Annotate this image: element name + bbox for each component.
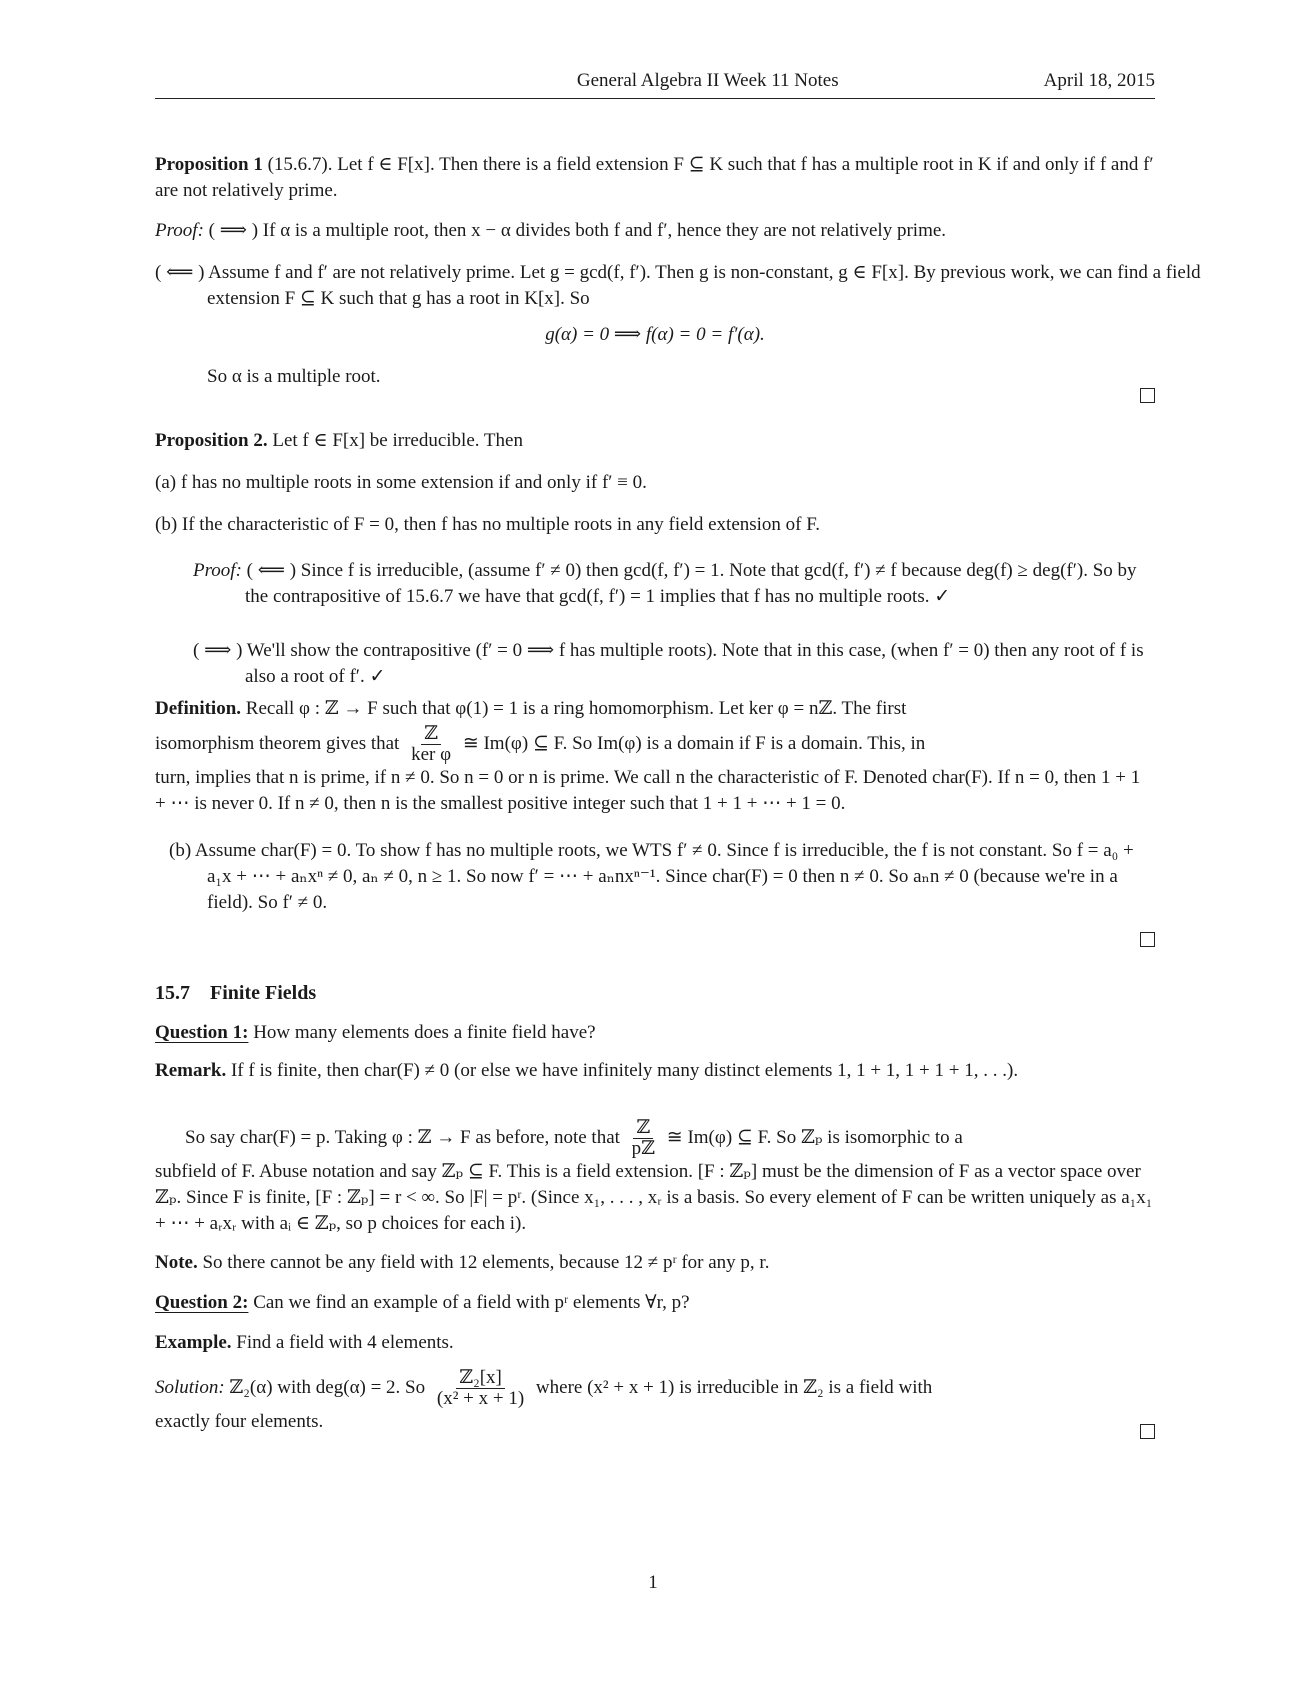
solution-pre: ℤ₂(α) with deg(α) = 2. So — [229, 1376, 426, 1398]
definition-fraction — [408, 724, 454, 765]
solution-fraction — [434, 1368, 527, 1409]
prop1-proof-forward — [155, 218, 1155, 244]
example-label: Example. — [155, 1332, 232, 1353]
prop2-proof-fwd: ( ⟹ ) We'll show the contrapositive (f′ = 0 ⟹ f has multiple roots). Note that in this case, (when f′ = 0) then any root of f is also a root of f′. ✓ — [193, 640, 1144, 687]
qed-box-1 — [1140, 388, 1155, 403]
char-paragraph — [155, 1118, 1155, 1237]
prop2-label: Proposition 2. — [155, 430, 268, 451]
definition — [155, 696, 1155, 817]
prop1-label: Proposition 1 — [155, 154, 263, 175]
section-title: Finite Fields — [210, 982, 317, 1004]
prop1-proof-backward — [155, 260, 1207, 312]
definition-line1: Recall φ : ℤ → F such that φ(1) = 1 is a ring homomorphism. Let ker φ = nℤ. The first — [245, 698, 907, 719]
solution-label: Solution: — [155, 1376, 225, 1398]
example — [155, 1330, 1155, 1356]
prop2-proof-bwd: ( ⟸ ) Since f is irreducible, (assume f′ ≠ 0) then gcd(f, f′) = 1. Note that gcd(f, f′) ≠ f because deg(f) ≥ deg(f′). So by the contrapositive of 15.6.7 we have that gcd(f, f′) = 1 implies that f has no multiple roots. ✓ — [245, 560, 1137, 607]
q2-label: Question 2: — [155, 1292, 249, 1313]
prop2-proof — [155, 558, 1155, 610]
prop1-proof-label: Proof: — [155, 220, 204, 241]
qed-box-3 — [1140, 1424, 1155, 1439]
note-text: So there cannot be any field with 12 elements, because 12 ≠ pʳ for any p, r. — [202, 1252, 770, 1273]
solution-frac-num: ℤ₂[x] — [456, 1368, 505, 1389]
prop1-text: (15.6.7). Let f ∈ F[x]. Then there is a field extension F ⊆ K such that f has a multiple root in K if and only if f and f′ are not relatively prime. — [155, 154, 1154, 201]
prop1-equation — [155, 322, 1155, 348]
prop1-proof-bwd: ( ⟸ ) Assume f and f′ are not relatively prime. Let g = gcd(f, f′). Then g is non-constant, g ∈ F[x]. By previous work, we can find a field extension F ⊆ K such that g has a root in K[x]. So — [155, 262, 1201, 309]
prop1-equation-text: g(α) = 0 ⟹ f(α) = 0 = f′(α). — [545, 324, 765, 345]
prop1-conclusion-text: So α is a multiple root. — [207, 366, 381, 387]
page-number: 1 — [648, 1572, 658, 1593]
header-title: General Algebra II Week 11 Notes — [576, 70, 839, 91]
definition-line2-post: ≅ Im(φ) ⊆ F. So Im(φ) is a domain if F is a domain. This, in — [462, 732, 926, 754]
note-label: Note. — [155, 1252, 198, 1273]
solution-rest: exactly four elements. — [155, 1411, 324, 1432]
section-heading — [155, 980, 1155, 1006]
solution — [155, 1368, 1155, 1435]
remark — [155, 1058, 1155, 1084]
definition-frac-num: ℤ — [421, 724, 441, 745]
part-b-text: (b) Assume char(F) = 0. To show f has no multiple roots, we WTS f′ ≠ 0. Since f is irreducible, the f is not constant. So f = a₀ + a₁x + ⋯ + aₙxⁿ ≠ 0, aₙ ≠ 0, n ≥ 1. So now f′ = ⋯ + aₙnxⁿ⁻¹. Since char(F) = 0 then n ≠ 0. So aₙn ≠ 0 (because we're in a field). So f′ ≠ 0. — [169, 840, 1134, 913]
prop2-item-b-text: (b) If the characteristic of F = 0, then f has no multiple roots in any field extension of F. — [155, 514, 821, 535]
q2-text: Can we find an example of a field with pʳ elements ∀r, p? — [253, 1292, 690, 1313]
qed-box-2 — [1140, 932, 1155, 947]
prop2-item-a-text: (a) f has no multiple roots in some extension if and only if f′ ≡ 0. — [155, 472, 647, 493]
prop2-proof-label: Proof: — [193, 560, 242, 581]
para-rest: subfield of F. Abuse notation and say ℤₚ ⊆ F. This is a field extension. [F : ℤₚ] must be the dimension of F as a vector space over ℤₚ. Since F is finite, [F : ℤₚ] = r < ∞. So |F| = pʳ. (Since x₁, . . . , xᵣ is a basis. So every element of F can be written uniquely as a₁x₁ + ⋯ + aᵣxᵣ with aᵢ ∈ ℤₚ, so p choices for each i). — [155, 1161, 1153, 1234]
remark-label: Remark. — [155, 1060, 227, 1081]
definition-line2-pre: isomorphism theorem gives that — [155, 732, 400, 754]
prop2-text: Let f ∈ F[x] be irreducible. Then — [272, 430, 523, 451]
proposition-2 — [155, 428, 1155, 454]
para-frac-den: pℤ — [631, 1138, 656, 1159]
remark-text: If f is finite, then char(F) ≠ 0 (or else we have infinitely many distinct elements 1, 1 + 1, 1 + 1 + 1, . . .). — [230, 1060, 1019, 1081]
header-date: April 18, 2015 — [1043, 70, 1155, 91]
definition-rest: turn, implies that n is prime, if n ≠ 0. So n = 0 or n is prime. We call n the characteristic of F. Denoted char(F). If n = 0, then 1 + 1 + ⋯ is never 0. If n ≠ 0, then n is the smallest positive integer such that 1 + 1 + ⋯ + 1 = 0. — [155, 767, 1141, 814]
section-number: 15.7 — [155, 982, 190, 1004]
q1-text: How many elements does a finite field have? — [253, 1022, 596, 1043]
definition-label: Definition. — [155, 698, 242, 719]
part-b — [155, 838, 1155, 916]
prop2-proof-forward — [155, 638, 1155, 690]
prop2-item-a — [155, 470, 1155, 496]
q1-label: Question 1: — [155, 1022, 249, 1043]
proposition-1 — [155, 152, 1155, 204]
note — [155, 1250, 1155, 1276]
question-1 — [155, 1020, 1155, 1046]
prop1-conclusion — [155, 364, 1207, 390]
page-header — [155, 68, 1155, 99]
question-2 — [155, 1290, 1155, 1316]
prop2-item-b — [155, 512, 1155, 538]
solution-post: where (x² + x + 1) is irreducible in ℤ₂ is a field with — [535, 1376, 933, 1398]
para-frac-num: ℤ — [633, 1118, 653, 1139]
para-post: ≅ Im(φ) ⊆ F. So ℤₚ is isomorphic to a — [666, 1126, 963, 1148]
page — [155, 68, 1201, 1432]
example-text: Find a field with 4 elements. — [236, 1332, 454, 1353]
para-pre: So say char(F) = p. Taking φ : ℤ → F as before, note that — [185, 1126, 620, 1148]
para-fraction — [629, 1118, 658, 1159]
prop1-proof-fwd: ( ⟹ ) If α is a multiple root, then x − α divides both f and f′, hence they are not relatively prime. — [208, 220, 947, 241]
definition-frac-den: ker φ — [411, 744, 452, 765]
solution-frac-den: (x² + x + 1) — [436, 1388, 525, 1409]
